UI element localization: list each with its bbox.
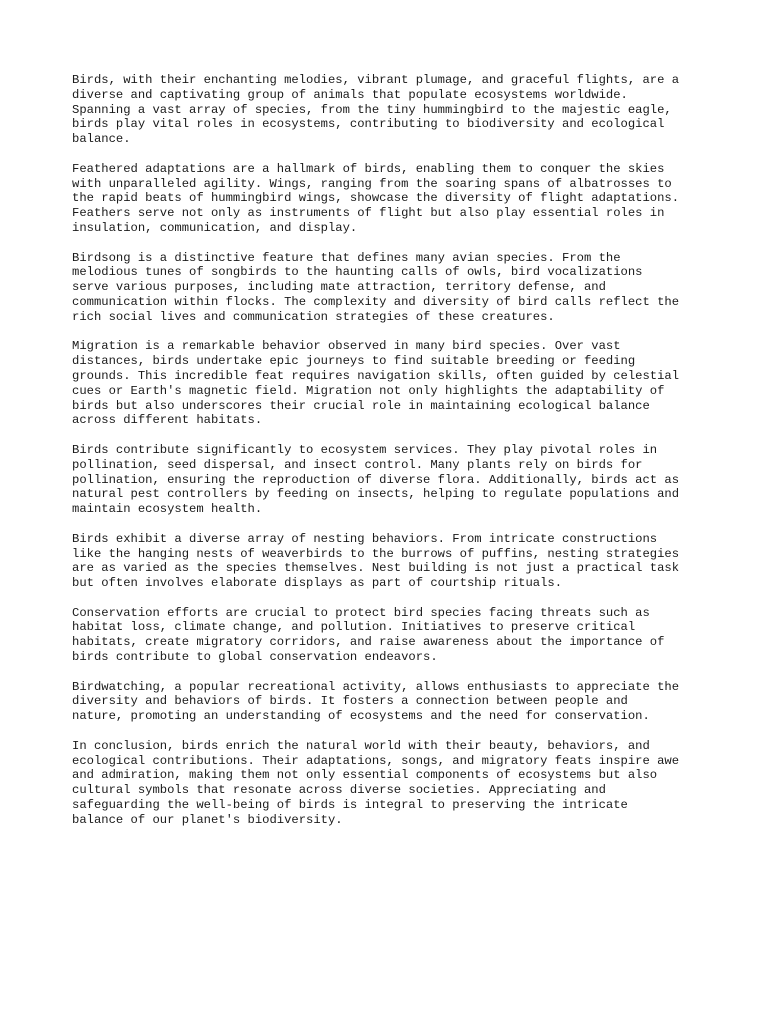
paragraph-conservation: Conservation efforts are crucial to protect bird species facing threats such as habitat loss, climate change, and pollution. Initiatives to preserve critical habitats, create migratory corridors, and raise awareness about the importance of birds contribute to global conservation endeavors. bbox=[72, 605, 665, 665]
paragraph-feathered-adaptations: Feathered adaptations are a hallmark of birds, enabling them to conquer the skies with unparalleled agility. Wings, ranging from the soaring spans of albatrosses to the rapid beats of hummingbird wings, showcase the diversity of flight adaptations. Feathers serve not only as instruments of flight but also play essential roles in insulation, communication, and display. bbox=[72, 161, 680, 235]
paragraph-intro: Birds, with their enchanting melodies, vibrant plumage, and graceful flights, are a diverse and captivating group of animals that populate ecosystems worldwide. Spanning a vast array of species, from the tiny hummingbird to the majestic eagle, birds play vital roles in ecosystems, contributing to biodiversity and ecological balance. bbox=[72, 73, 680, 147]
paragraph-ecosystem-services: Birds contribute significantly to ecosystem services. They play pivotal roles in pollination, seed dispersal, and insect control. Many plants rely on birds for pollination, ensuring the reproduction of diverse flora. Additionally, birds act as natural pest controllers by feeding on insects, helping to regulate populations and maintain ecosystem health. bbox=[72, 442, 680, 517]
document-page bbox=[72, 73, 712, 842]
paragraph-birdwatching: Birdwatching, a popular recreational activity, allows enthusiasts to appreciate the diversity and behaviors of birds. It fosters a connection between people and nature, promoting an understanding of ecosystems and the need for conservation. bbox=[72, 679, 680, 724]
paragraph-conclusion: In conclusion, birds enrich the natural world with their beauty, behaviors, and ecological contributions. Their adaptations, songs, and migratory feats inspire awe and admiration, making them not only essential components of ecosystems but also cultural symbols that resonate across diverse societies. Appreciating and safeguarding the well-being of birds is integral to preserving the intricate balance of our planet's biodiversity. bbox=[72, 738, 680, 827]
paragraph-nesting: Birds exhibit a diverse array of nesting behaviors. From intricate constructions like the hanging nests of weaverbirds to the burrows of puffins, nesting strategies are as varied as the species themselves. Nest building is not just a practical task but often involves elaborate displays as part of courtship rituals. bbox=[72, 531, 680, 591]
paragraph-migration: Migration is a remarkable behavior observed in many bird species. Over vast distances, birds undertake epic journeys to find suitable breeding or feeding grounds. This incredible feat requires navigation skills, often guided by celestial cues or Earth's magnetic field. Migration not only highlights the adaptability of birds but also underscores their crucial role in maintaining ecological balance across different habitats. bbox=[72, 339, 680, 428]
paragraph-birdsong: Birdsong is a distinctive feature that defines many avian species. From the melodious tunes of songbirds to the haunting calls of owls, bird vocalizations serve various purposes, including mate attraction, territory defense, and communication within flocks. The complexity and diversity of bird calls reflect the rich social lives and communication strategies of these creatures. bbox=[72, 250, 680, 324]
